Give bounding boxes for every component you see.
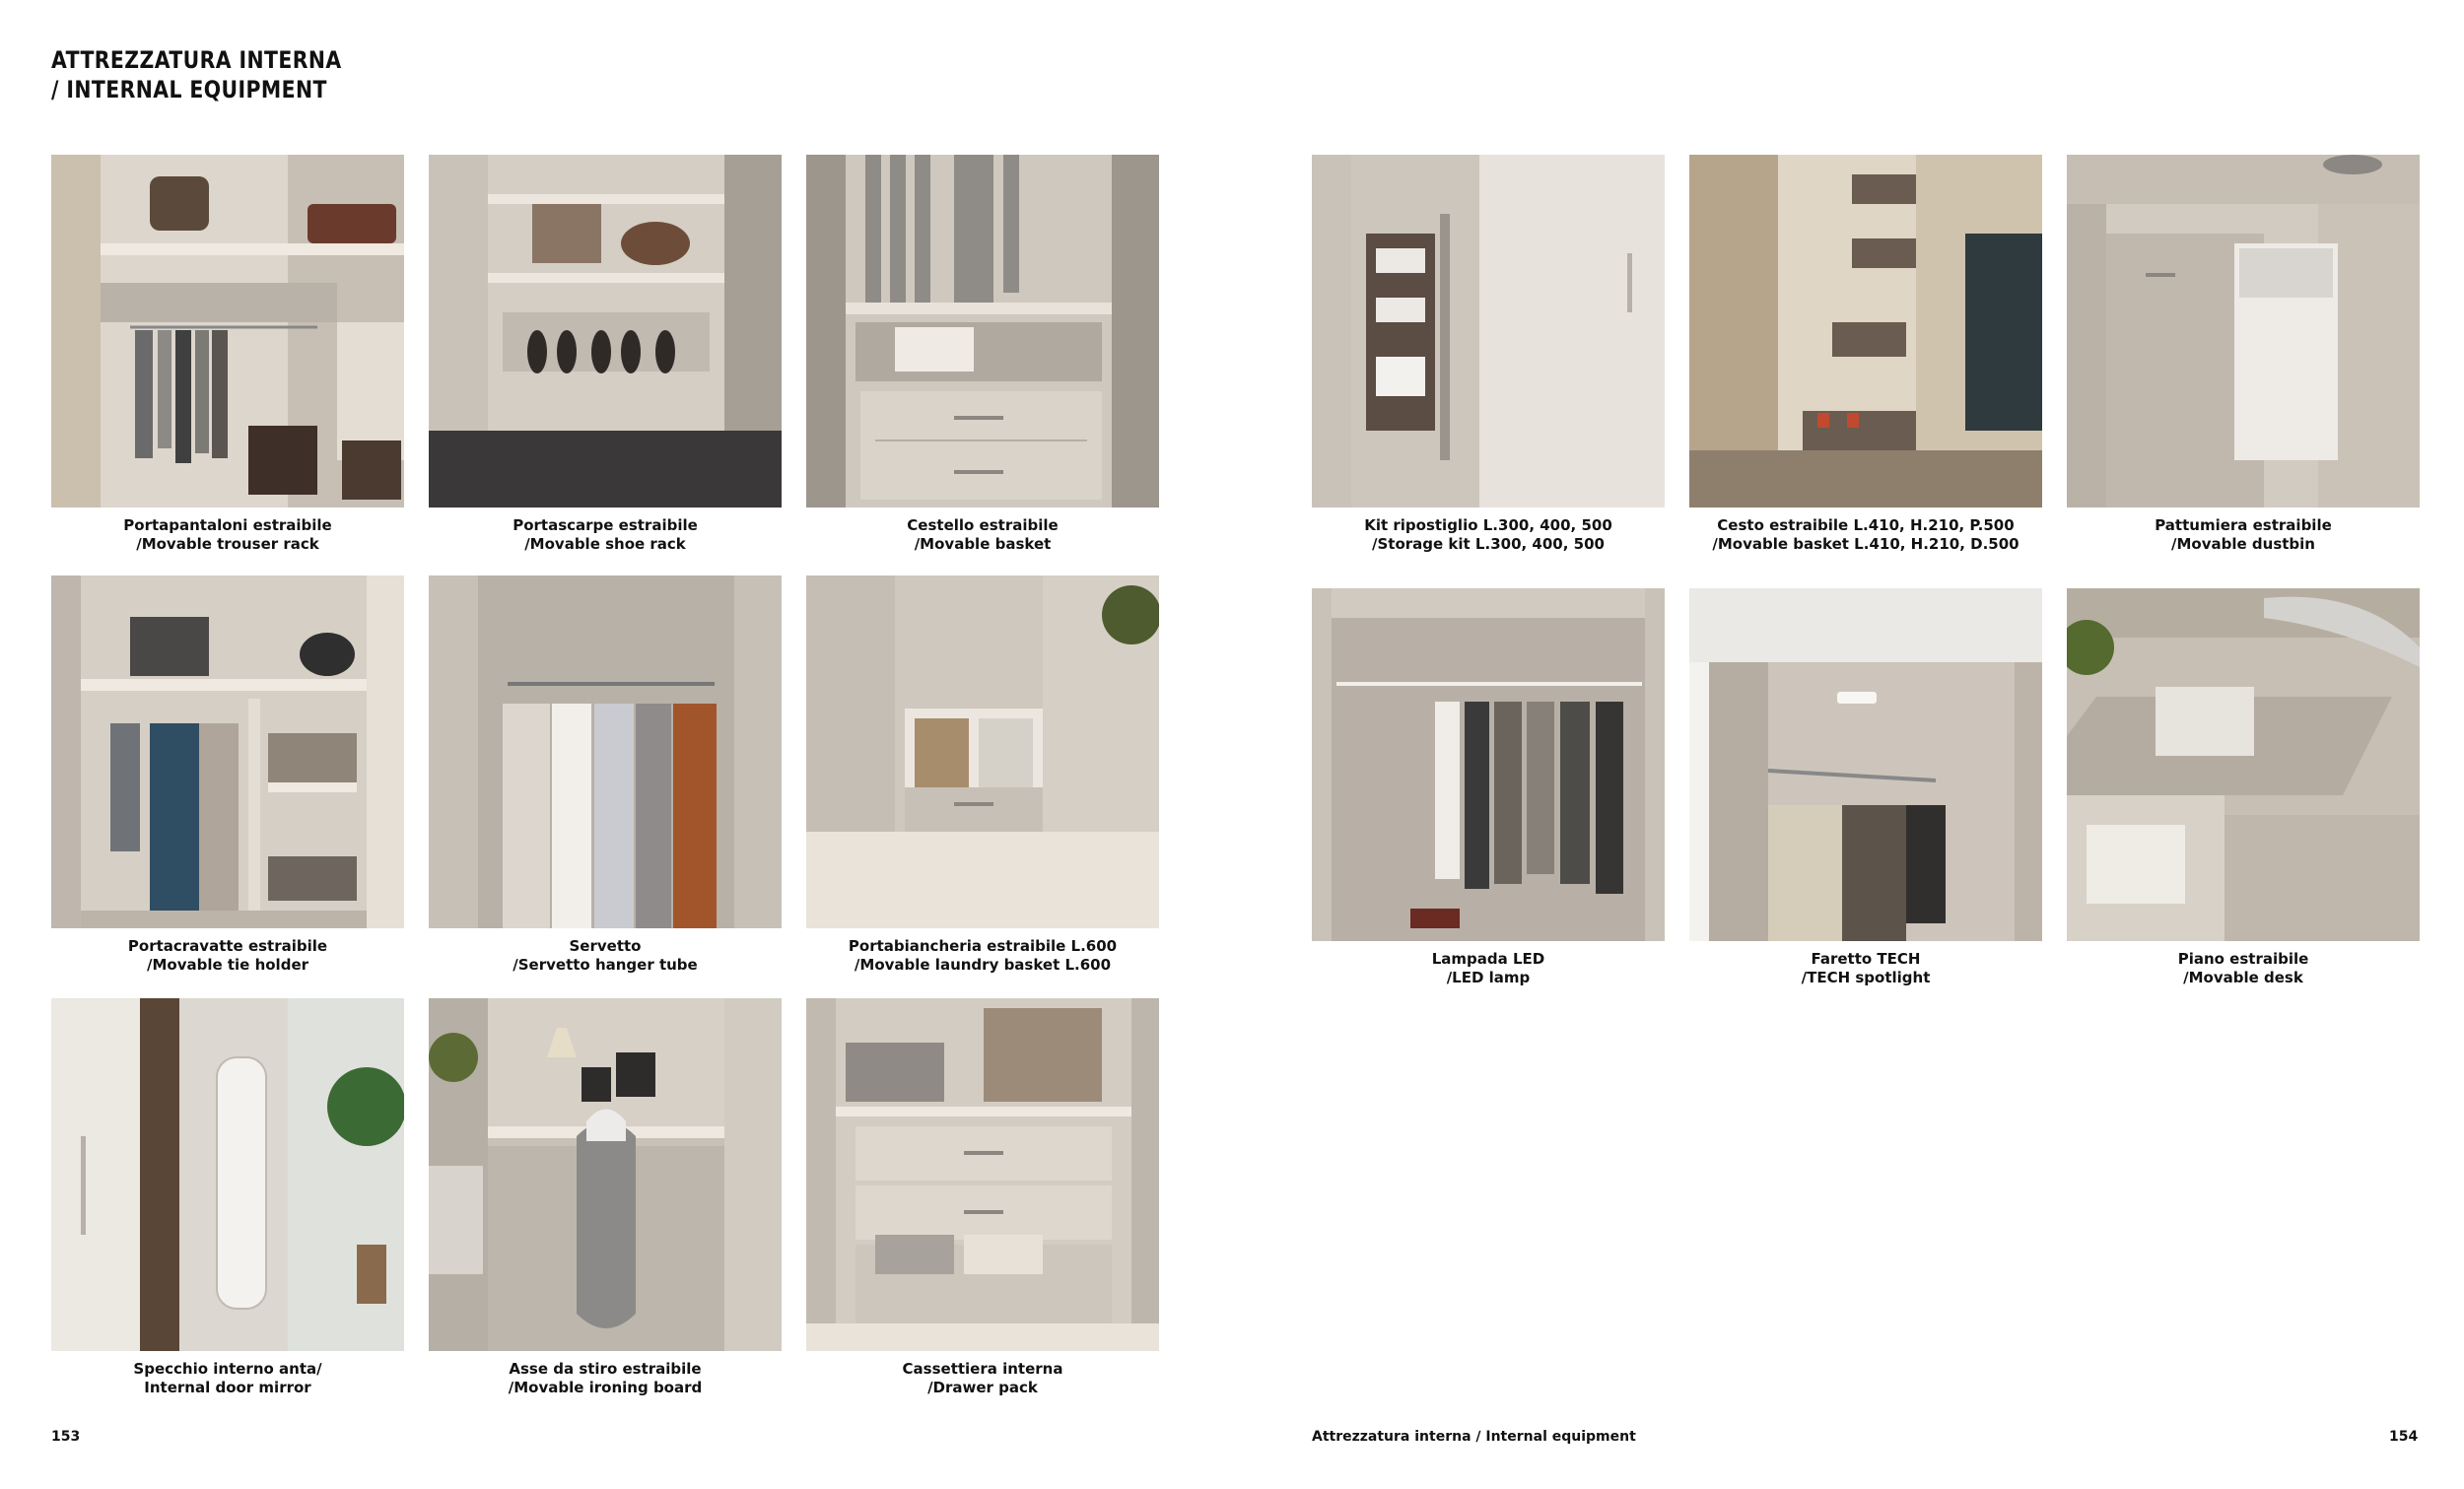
tie-holder-photo <box>51 575 404 928</box>
caption-italian: Cestello estraibile <box>907 516 1059 534</box>
caption-english: ∕Movable basket L.410, H.210, D.500 <box>1712 535 2019 553</box>
caption-english: ∕LED lamp <box>1446 969 1531 986</box>
title-english: ∕ INTERNAL EQUIPMENT <box>51 76 327 103</box>
product-tile-tie-holder <box>51 575 404 975</box>
tile-caption <box>1312 950 1665 987</box>
caption-english: ∕Movable laundry basket L.600 <box>854 956 1112 974</box>
caption-italian: Portapantaloni estraibile <box>123 516 332 534</box>
servetto-photo <box>429 575 782 928</box>
caption-italian: Cassettiera interna <box>902 1360 1063 1378</box>
product-tile-door-mirror <box>51 998 404 1397</box>
caption-english: ∕TECH spotlight <box>1801 969 1931 986</box>
title-italian: ATTREZZATURA INTERNA <box>51 46 342 74</box>
caption-italian: Portacravatte estraibile <box>127 937 328 955</box>
product-tile-trouser-rack <box>51 155 404 554</box>
caption-english: ∕Movable tie holder <box>146 956 309 974</box>
tech-spotlight-photo <box>1689 588 2042 941</box>
tile-caption <box>429 516 782 554</box>
caption-italian: Kit ripostiglio L.300, 400, 500 <box>1364 516 1612 534</box>
trouser-rack-photo <box>51 155 404 508</box>
caption-english: ∕Movable shoe rack <box>524 535 686 553</box>
product-tile-tech-spotlight <box>1689 588 2042 987</box>
product-tile-servetto <box>429 575 782 975</box>
caption-english: ∕Storage kit L.300, 400, 500 <box>1372 535 1605 553</box>
basket-photo <box>806 155 1159 508</box>
product-tile-drawer-pack <box>806 998 1159 1397</box>
page-number-left: 153 <box>51 1429 81 1445</box>
tile-caption <box>429 1360 782 1397</box>
product-tile-movable-desk <box>2067 588 2420 987</box>
dustbin-photo <box>2067 155 2420 508</box>
shoe-rack-photo <box>429 155 782 508</box>
caption-italian: Asse da stiro estraibile <box>509 1360 702 1378</box>
tile-caption <box>806 937 1159 975</box>
caption-italian: Faretto TECH <box>1811 950 1921 968</box>
tile-caption <box>1689 516 2042 554</box>
tile-caption <box>2067 516 2420 554</box>
caption-italian: Lampada LED <box>1431 950 1545 968</box>
page-number-right: 154 <box>2389 1429 2419 1445</box>
tile-caption <box>429 937 782 975</box>
tile-caption <box>51 937 404 975</box>
storage-kit-photo <box>1312 155 1665 508</box>
product-tile-basket <box>806 155 1159 554</box>
tile-caption <box>51 516 404 554</box>
caption-italian: Portabiancheria estraibile L.600 <box>848 937 1118 955</box>
product-tile-dustbin <box>2067 155 2420 554</box>
product-tile-shoe-rack <box>429 155 782 554</box>
caption-english: ∕Drawer pack <box>927 1379 1038 1396</box>
caption-italian: Specchio interno anta∕ <box>133 1360 322 1378</box>
movable-basket-kit-photo <box>1689 155 2042 508</box>
caption-english: ∕Movable basket <box>914 535 1052 553</box>
caption-italian: Piano estraibile <box>2177 950 2309 968</box>
page-title <box>51 45 342 104</box>
tile-caption <box>806 1360 1159 1397</box>
caption-english: Internal door mirror <box>144 1379 311 1396</box>
laundry-basket-photo <box>806 575 1159 928</box>
product-tile-laundry-basket <box>806 575 1159 975</box>
product-tile-movable-basket-kit <box>1689 155 2042 554</box>
caption-italian: Cesto estraibile L.410, H.210, P.500 <box>1717 516 2015 534</box>
product-tile-ironing-board <box>429 998 782 1397</box>
tile-caption <box>51 1360 404 1397</box>
movable-desk-photo <box>2067 588 2420 941</box>
caption-italian: Portascarpe estraibile <box>513 516 698 534</box>
drawer-pack-photo <box>806 998 1159 1351</box>
door-mirror-photo <box>51 998 404 1351</box>
caption-english: ∕Servetto hanger tube <box>513 956 698 974</box>
caption-italian: Pattumiera estraibile <box>2155 516 2332 534</box>
caption-english: ∕Movable desk <box>2183 969 2303 986</box>
led-lamp-photo <box>1312 588 1665 941</box>
caption-english: ∕Movable dustbin <box>2171 535 2315 553</box>
tile-caption <box>1689 950 2042 987</box>
caption-english: ∕Movable trouser rack <box>136 535 319 553</box>
product-tile-led-lamp <box>1312 588 1665 987</box>
tile-caption <box>1312 516 1665 554</box>
running-footer: Attrezzatura interna ∕ Internal equipment <box>1312 1429 1636 1445</box>
tile-caption <box>2067 950 2420 987</box>
caption-english: ∕Movable ironing board <box>508 1379 703 1396</box>
product-tile-storage-kit <box>1312 155 1665 554</box>
caption-italian: Servetto <box>569 937 642 955</box>
tile-caption <box>806 516 1159 554</box>
ironing-board-photo <box>429 998 782 1351</box>
